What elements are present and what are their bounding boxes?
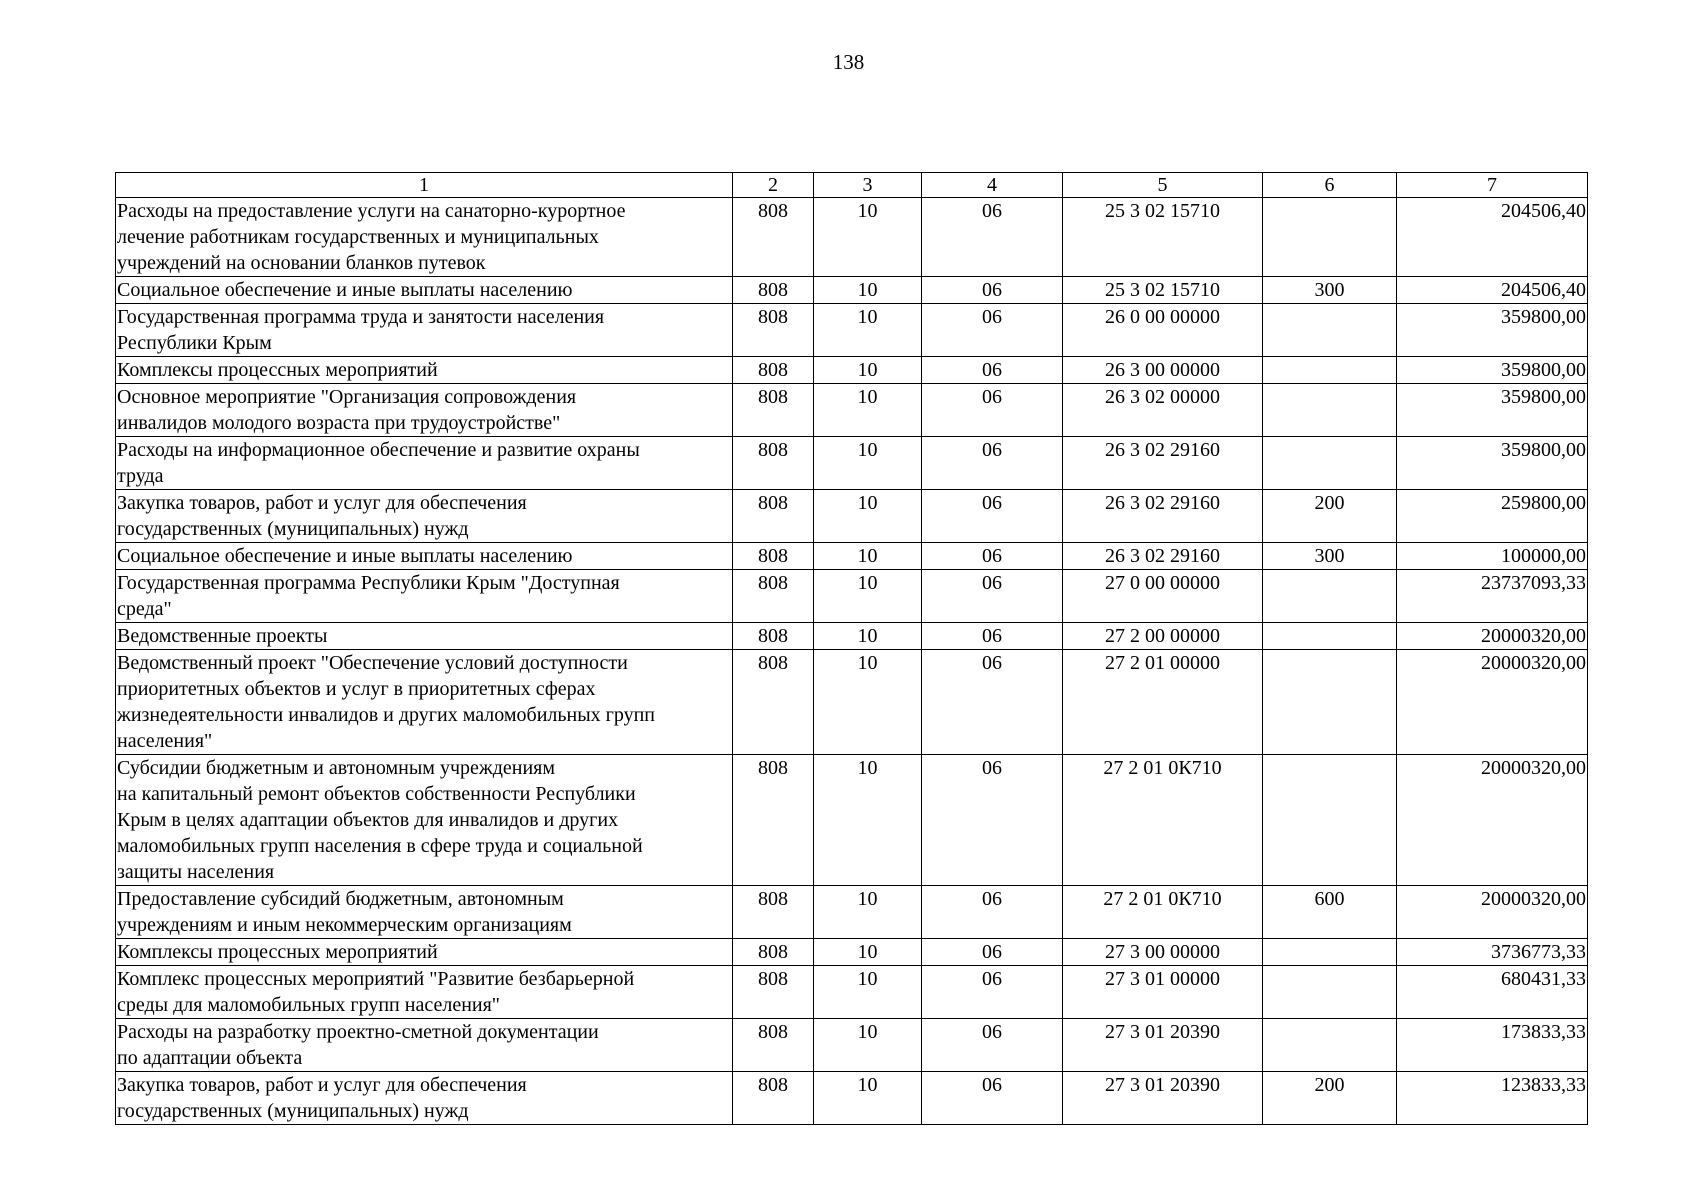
ministry-code-cell: 808 — [733, 570, 814, 623]
target-article-cell: 26 3 02 00000 — [1063, 384, 1263, 437]
amount-cell: 20000320,00 — [1397, 623, 1588, 650]
table-row — [116, 357, 1588, 384]
expense-name-cell: Ведомственные проекты — [116, 623, 733, 650]
expense-type-cell: 200 — [1263, 1072, 1397, 1125]
subsection-cell: 06 — [922, 490, 1063, 543]
expense-name-cell: Расходы на разработку проектно-сметной документации по адаптации объекта — [116, 1019, 733, 1072]
subsection-cell: 06 — [922, 1019, 1063, 1072]
column-header: 1 — [116, 173, 733, 198]
expense-name-cell: Расходы на информационное обеспечение и развитие охраны труда — [116, 437, 733, 490]
section-cell: 10 — [814, 490, 922, 543]
expense-type-cell — [1263, 384, 1397, 437]
target-article-cell: 27 3 01 20390 — [1063, 1072, 1263, 1125]
subsection-cell: 06 — [922, 384, 1063, 437]
table-row — [116, 886, 1588, 939]
expense-type-cell — [1263, 623, 1397, 650]
expense-type-cell — [1263, 939, 1397, 966]
amount-cell: 20000320,00 — [1397, 755, 1588, 886]
amount-cell: 173833,33 — [1397, 1019, 1588, 1072]
expense-type-cell — [1263, 755, 1397, 886]
section-cell: 10 — [814, 966, 922, 1019]
ministry-code-cell: 808 — [733, 357, 814, 384]
page-number: 138 — [832, 50, 865, 74]
subsection-cell: 06 — [922, 886, 1063, 939]
section-cell: 10 — [814, 623, 922, 650]
section-cell: 10 — [814, 277, 922, 304]
ministry-code-cell: 808 — [733, 304, 814, 357]
target-article-cell: 27 2 01 00000 — [1063, 650, 1263, 755]
column-header: 3 — [814, 173, 922, 198]
subsection-cell: 06 — [922, 304, 1063, 357]
subsection-cell: 06 — [922, 623, 1063, 650]
subsection-cell: 06 — [922, 939, 1063, 966]
expense-type-cell — [1263, 1019, 1397, 1072]
ministry-code-cell: 808 — [733, 1019, 814, 1072]
expense-type-cell: 600 — [1263, 886, 1397, 939]
section-cell: 10 — [814, 570, 922, 623]
table-row — [116, 277, 1588, 304]
expense-name-cell: Закупка товаров, работ и услуг для обеспечения государственных (муниципальных) нужд — [116, 1072, 733, 1125]
section-cell: 10 — [814, 357, 922, 384]
expense-name-cell: Основное мероприятие "Организация сопровождения инвалидов молодого возраста при трудоустройстве" — [116, 384, 733, 437]
subsection-cell: 06 — [922, 357, 1063, 384]
column-header: 5 — [1063, 173, 1263, 198]
ministry-code-cell: 808 — [733, 755, 814, 886]
subsection-cell: 06 — [922, 198, 1063, 277]
expense-name-cell: Комплексы процессных мероприятий — [116, 939, 733, 966]
target-article-cell: 27 2 01 0К710 — [1063, 886, 1263, 939]
expense-name-cell: Субсидии бюджетным и автономным учреждениям на капитальный ремонт объектов собственности Республики Крым в целях адаптации объектов для инвалидов и других маломобильных групп населения в сфере труда и социальной защиты населения — [116, 755, 733, 886]
ministry-code-cell: 808 — [733, 384, 814, 437]
ministry-code-cell: 808 — [733, 623, 814, 650]
expense-type-cell — [1263, 304, 1397, 357]
table-row — [116, 304, 1588, 357]
ministry-code-cell: 808 — [733, 939, 814, 966]
table-row — [116, 490, 1588, 543]
section-cell: 10 — [814, 1019, 922, 1072]
subsection-cell: 06 — [922, 543, 1063, 570]
table-row — [116, 755, 1588, 886]
ministry-code-cell: 808 — [733, 966, 814, 1019]
amount-cell: 359800,00 — [1397, 384, 1588, 437]
expense-name-cell: Расходы на предоставление услуги на санаторно-курортное лечение работникам государственных и муниципальных учреждений на основании бланков путевок — [116, 198, 733, 277]
table-row — [116, 198, 1588, 277]
target-article-cell: 27 3 01 00000 — [1063, 966, 1263, 1019]
section-cell: 10 — [814, 650, 922, 755]
expense-type-cell — [1263, 357, 1397, 384]
expense-name-cell: Социальное обеспечение и иные выплаты населению — [116, 543, 733, 570]
expense-name-cell: Ведомственный проект "Обеспечение условий доступности приоритетных объектов и услуг в приоритетных сферах жизнедеятельности инвалидов и других маломобильных групп населения" — [116, 650, 733, 755]
ministry-code-cell: 808 — [733, 198, 814, 277]
target-article-cell: 27 2 01 0К710 — [1063, 755, 1263, 886]
column-header: 2 — [733, 173, 814, 198]
column-number-row — [116, 173, 1588, 198]
target-article-cell: 26 0 00 00000 — [1063, 304, 1263, 357]
subsection-cell: 06 — [922, 755, 1063, 886]
section-cell: 10 — [814, 755, 922, 886]
table-row — [116, 384, 1588, 437]
expense-type-cell — [1263, 437, 1397, 490]
amount-cell: 100000,00 — [1397, 543, 1588, 570]
subsection-cell: 06 — [922, 437, 1063, 490]
table-row — [116, 966, 1588, 1019]
section-cell: 10 — [814, 384, 922, 437]
expense-name-cell: Социальное обеспечение и иные выплаты населению — [116, 277, 733, 304]
table-row — [116, 543, 1588, 570]
target-article-cell: 27 3 00 00000 — [1063, 939, 1263, 966]
target-article-cell: 25 3 02 15710 — [1063, 277, 1263, 304]
table-row — [116, 570, 1588, 623]
column-header: 7 — [1397, 173, 1588, 198]
expense-name-cell: Государственная программа Республики Крым "Доступная среда" — [116, 570, 733, 623]
expense-name-cell: Предоставление субсидий бюджетным, автономным учреждениям и иным некоммерческим организациям — [116, 886, 733, 939]
expense-type-cell — [1263, 966, 1397, 1019]
ministry-code-cell: 808 — [733, 437, 814, 490]
expense-name-cell: Комплекс процессных мероприятий "Развитие безбарьерной среды для маломобильных групп населения" — [116, 966, 733, 1019]
budget-table — [115, 172, 1588, 1125]
subsection-cell: 06 — [922, 966, 1063, 1019]
column-header: 6 — [1263, 173, 1397, 198]
amount-cell: 20000320,00 — [1397, 650, 1588, 755]
section-cell: 10 — [814, 886, 922, 939]
table-row — [116, 650, 1588, 755]
amount-cell: 359800,00 — [1397, 437, 1588, 490]
amount-cell: 259800,00 — [1397, 490, 1588, 543]
ministry-code-cell: 808 — [733, 650, 814, 755]
table-row — [116, 623, 1588, 650]
target-article-cell: 26 3 02 29160 — [1063, 543, 1263, 570]
expense-type-cell: 200 — [1263, 490, 1397, 543]
expense-type-cell — [1263, 198, 1397, 277]
amount-cell: 23737093,33 — [1397, 570, 1588, 623]
section-cell: 10 — [814, 198, 922, 277]
subsection-cell: 06 — [922, 650, 1063, 755]
subsection-cell: 06 — [922, 570, 1063, 623]
expense-type-cell: 300 — [1263, 543, 1397, 570]
target-article-cell: 25 3 02 15710 — [1063, 198, 1263, 277]
target-article-cell: 27 2 00 00000 — [1063, 623, 1263, 650]
amount-cell: 204506,40 — [1397, 277, 1588, 304]
ministry-code-cell: 808 — [733, 543, 814, 570]
target-article-cell: 26 3 02 29160 — [1063, 490, 1263, 543]
table-row — [116, 1019, 1588, 1072]
expense-name-cell: Комплексы процессных мероприятий — [116, 357, 733, 384]
ministry-code-cell: 808 — [733, 886, 814, 939]
table-row — [116, 939, 1588, 966]
section-cell: 10 — [814, 304, 922, 357]
expense-type-cell — [1263, 570, 1397, 623]
target-article-cell: 27 0 00 00000 — [1063, 570, 1263, 623]
section-cell: 10 — [814, 1072, 922, 1125]
subsection-cell: 06 — [922, 1072, 1063, 1125]
section-cell: 10 — [814, 939, 922, 966]
ministry-code-cell: 808 — [733, 277, 814, 304]
subsection-cell: 06 — [922, 277, 1063, 304]
amount-cell: 359800,00 — [1397, 357, 1588, 384]
expense-name-cell: Закупка товаров, работ и услуг для обеспечения государственных (муниципальных) нужд — [116, 490, 733, 543]
amount-cell: 204506,40 — [1397, 198, 1588, 277]
ministry-code-cell: 808 — [733, 1072, 814, 1125]
amount-cell: 359800,00 — [1397, 304, 1588, 357]
ministry-code-cell: 808 — [733, 490, 814, 543]
section-cell: 10 — [814, 437, 922, 490]
amount-cell: 3736773,33 — [1397, 939, 1588, 966]
section-cell: 10 — [814, 543, 922, 570]
target-article-cell: 26 3 00 00000 — [1063, 357, 1263, 384]
expense-type-cell: 300 — [1263, 277, 1397, 304]
amount-cell: 680431,33 — [1397, 966, 1588, 1019]
table-row — [116, 1072, 1588, 1125]
expense-type-cell — [1263, 650, 1397, 755]
amount-cell: 20000320,00 — [1397, 886, 1588, 939]
table-row — [116, 437, 1588, 490]
amount-cell: 123833,33 — [1397, 1072, 1588, 1125]
column-header: 4 — [922, 173, 1063, 198]
expense-name-cell: Государственная программа труда и занятости населения Республики Крым — [116, 304, 733, 357]
target-article-cell: 27 3 01 20390 — [1063, 1019, 1263, 1072]
target-article-cell: 26 3 02 29160 — [1063, 437, 1263, 490]
